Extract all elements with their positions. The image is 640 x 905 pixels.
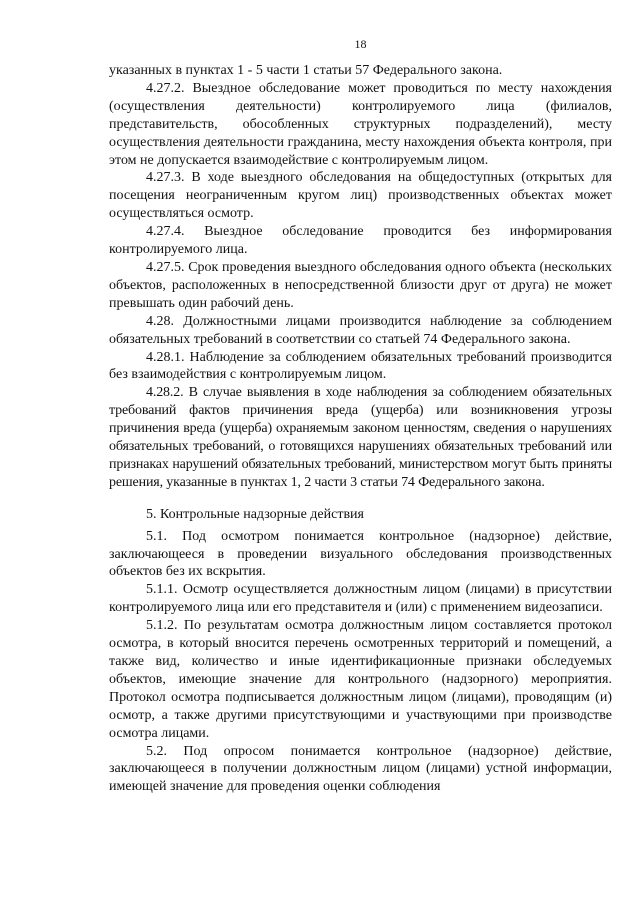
paragraph-4-27-4: 4.27.4. Выездное обследование проводится без информирования контролируемого лица. [109, 224, 612, 258]
paragraph-5-1-1: 5.1.1. Осмотр осуществляется должностным лицом (лицами) в присутствии контролируемого лица или его представителя и (или) с применением видеозаписи. [109, 582, 612, 616]
section-heading: 5. Контрольные надзорные действия [146, 506, 364, 522]
paragraph-4-27-2: 4.27.2. Выездное обследование может проводиться по месту нахождения (осуществления деятельности) контролируемого лица (филиалов, представительств, обособленных структурных подразделений), месту осуществления деятельности гражданина, месту нахождения объекта контроля, при этом не допускается взаимодействие с контролируемым лицом. [109, 80, 612, 168]
paragraph-4-28-2: 4.28.2. В случае выявления в ходе наблюдения за соблюдением обязательных требований фактов причинения вреда (ущерба) или возникновения угрозы причинения вреда (ущерба) охраняемым законом ценностям, сведения о нарушениях обязательных требований, о готовящихся нарушениях обязательных требований или признаках нарушений обязательных требований, министерством могут быть приняты решения, указанные в пунктах 1, 2 части 3 статьи 74 Федерального закона. [109, 385, 612, 490]
paragraph-4-28: 4.28. Должностными лицами производится наблюдение за соблюдением обязательных требований в соответствии со статьей 74 Федерального закона. [109, 313, 612, 347]
paragraph-4-27-5: 4.27.5. Срок проведения выездного обследования одного объекта (нескольких объектов, расположенных в непосредственной близости друг от друга) не может превышать один рабочий день. [109, 259, 612, 311]
paragraph-5-1-2: 5.1.2. По результатам осмотра должностным лицом составляется протокол осмотра, в который вносится перечень осмотренных территорий и помещений, а также вид, количество и иные идентификационные признаки обследуемых объектов, имеющие значение для контрольного (надзорного) мероприятия. Протокол осмотра подписывается должностным лицом (лицами), проводящим (и) осмотр, а также другими присутствующими и участвующими при производстве осмотра лицами. [109, 618, 612, 741]
document-body [109, 62, 612, 796]
paragraph-4-27-3: 4.27.3. В ходе выездного обследования на общедоступных (открытых для посещения неограниченным кругом лиц) производственных объектах может осуществляться осмотр. [109, 170, 612, 222]
page-number: 18 [354, 37, 367, 51]
paragraph-5-2: 5.2. Под опросом понимается контрольное (надзорное) действие, заключающееся в получении должностным лицом (лицами) устной информации, имеющей значение для проведения оценки соблюдения [109, 743, 612, 795]
paragraph-4-28-1: 4.28.1. Наблюдение за соблюдением обязательных требований производится без взаимодействия с контролируемым лицом. [109, 349, 612, 383]
paragraph-5-1: 5.1. Под осмотром понимается контрольное (надзорное) действие, заключающееся в проведении визуального обследования производственных объектов без их вскрытия. [109, 528, 612, 580]
paragraph-continuation: указанных в пунктах 1 - 5 части 1 статьи 57 Федерального закона. [109, 63, 503, 78]
